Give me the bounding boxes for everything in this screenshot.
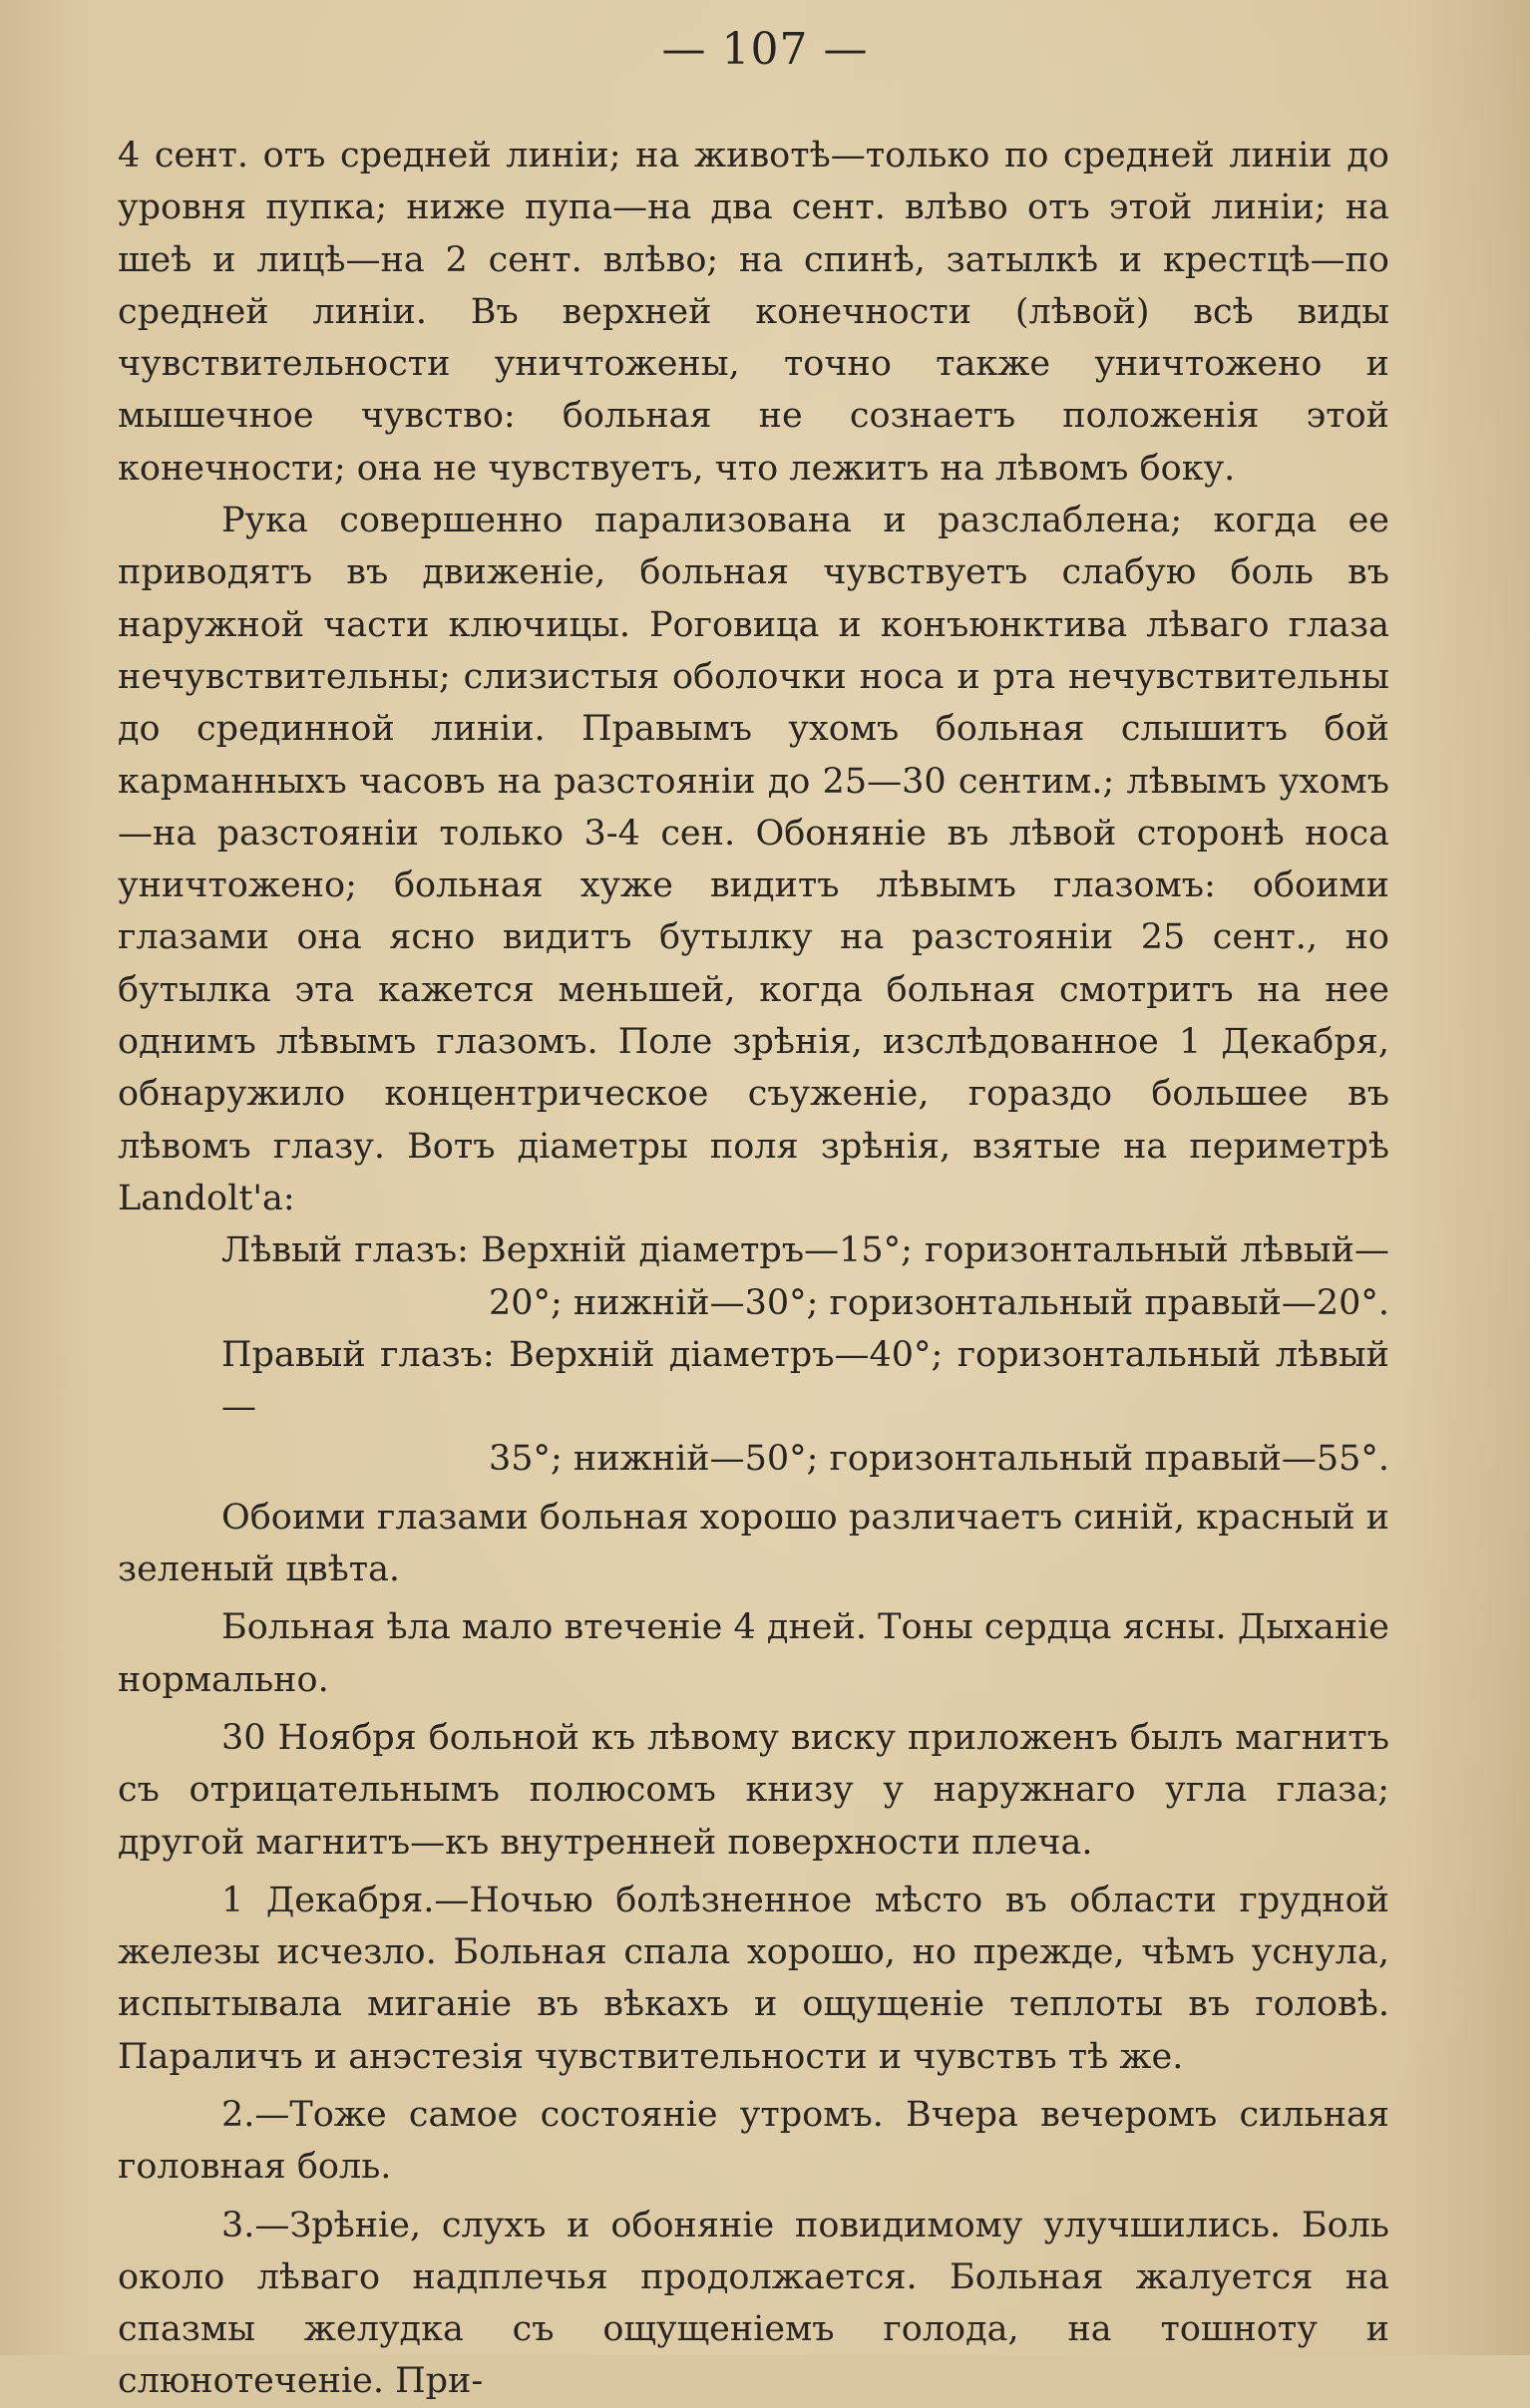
paragraph-dec-3: 3.—Зрѣніе, слухъ и обоняніе повидимому улучшились. Боль около лѣваго надплечья продолжается. Больная жалуется на спазмы желудка съ ощущеніемъ голода, на тошноту и слюнотеченіе. При- (118, 2205, 1389, 2402)
paragraph-paralysis: Рука совершенно парализована и разслаблена; когда ее приводятъ въ движеніе, больная чувствуетъ слабую боль въ наружной части ключицы. Роговица и конъюнктива лѣваго глаза нечувствительны; слизистыя оболочки носа и рта нечувствительны до срединной линіи. Правымъ ухомъ больная слышитъ бой карманныхъ часовъ на разстояніи до 25—30 сентим.; лѣвымъ ухомъ—на разстояніи только 3-4 сен. Обоняніе въ лѣвой сторонѣ носа уничтожено; больная хуже видитъ лѣвымъ глазомъ: обоими глазами она ясно видитъ бутылку на разстояніи 25 сент., но бутылка эта кажется меньшей, когда больная смотритъ на нее однимъ лѣвымъ глазомъ. Поле зрѣнія, изслѣдованное 1 Декабря, обнаружило концентрическое съуженіе, гораздо большее въ лѣвомъ глазу. Вотъ діаметры поля зрѣнія, взятые на периметрѣ Landolt'а: (118, 501, 1389, 1218)
paragraph-dec-2: 2.—Тоже самое состояніе утромъ. Вчера вечеромъ сильная головная боль. (118, 2094, 1389, 2188)
left-eye-line-2: 20°; нижній—30°; горизонтальный правый—20°. (488, 1282, 1389, 1323)
right-eye-line-2: 35°; нижній—50°; горизонтальный правый—55°. (488, 1439, 1389, 1480)
left-eye-line-1: Лѣвый глазъ: Верхній діаметръ—15°; горизонтальный лѣвый— (221, 1230, 1389, 1271)
right-eye-line-1: Правый глазъ: Верхній діаметръ—40°; горизонтальный лѣвый— (221, 1334, 1389, 1428)
right-eye-measurement (118, 1329, 1389, 1486)
paragraph-colors: Обоими глазами больная хорошо различаетъ синій, красный и зеленый цвѣта. (118, 1497, 1389, 1590)
paragraph-sensitivity: 4 сент. отъ средней линіи; на животѣ—только по средней линіи до уровня пупка; ниже пупа—на два сент. влѣво отъ этой линіи; на шеѣ и лицѣ—на 2 сент. влѣво; на спинѣ, затылкѣ и крестцѣ—по средней линіи. Въ верхней конечности (лѣвой) всѣ виды чувствительности уничтожены, точно также уничтожено и мышечное чувство: больная не сознаетъ положенія этой конечности; она не чувствуетъ, что лежитъ на лѣвомъ боку. (118, 136, 1389, 489)
page-body (118, 130, 1389, 2408)
paragraph-dec-1: 1 Декабря.—Ночью болѣзненное мѣсто въ области грудной железы исчезло. Больная спала хорошо, но прежде, чѣмъ уснула, испытывала миганіе въ вѣкахъ и ощущеніе теплоты въ головѣ. Параличъ и анэстезія чувствительности и чувствъ тѣ же. (118, 1880, 1389, 2077)
page-number: — 107 — (661, 24, 869, 75)
paragraph-eating: Больная ѣла мало втеченіе 4 дней. Тоны сердца ясны. Дыханіе нормально. (118, 1607, 1389, 1700)
paragraph-magnet: 30 Ноября больной къ лѣвому виску приложенъ былъ магнитъ съ отрицательнымъ полюсомъ книзу у наружнаго угла глаза; другой магнитъ—къ внутренней поверхности плеча. (118, 1717, 1389, 1863)
left-eye-measurement (118, 1224, 1389, 1329)
